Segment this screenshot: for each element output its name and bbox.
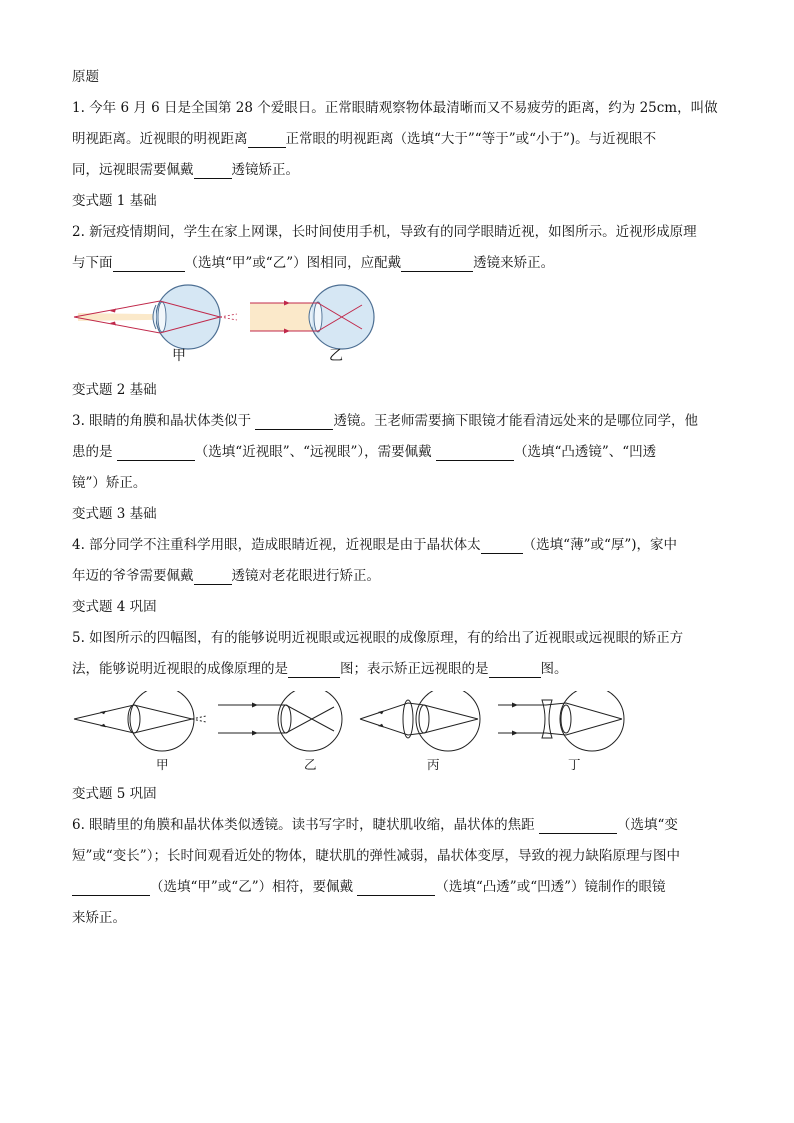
- answer-blank[interactable]: [288, 659, 340, 678]
- variant-title-5: 变式题 5 巩固: [72, 786, 157, 802]
- q5-line-2: [72, 654, 722, 685]
- question-3: [72, 406, 722, 499]
- q5-text: 法，能够说明近视眼的成像原理的是: [72, 661, 288, 677]
- document-page: [72, 62, 722, 934]
- q5-text: 图；表示矫正远视眼的是: [340, 661, 489, 677]
- q1-line-2: [72, 124, 722, 155]
- q5-line-1: 5. 如图所示的四幅图，有的能够说明近视眼或远视眼的成像原理，有的给出了近视眼或远视眼的矫正方: [72, 630, 684, 646]
- question-1: [72, 93, 722, 186]
- answer-blank[interactable]: [481, 535, 523, 554]
- section-header: 原题: [72, 69, 99, 85]
- variant-title-2: 变式题 2 基础: [72, 382, 157, 398]
- q6-text: （选填“凸透”或“凹透”）镜制作的眼镜: [435, 879, 666, 895]
- figure-label-bing: 丙: [427, 757, 440, 772]
- question-2: [72, 217, 722, 375]
- q2-line-1: 2. 新冠疫情期间，学生在家上网课，长时间使用手机，导致有的同学眼睛近视，如图所示。近视形成原理: [72, 224, 697, 240]
- q3-text: 3. 眼睛的角膜和晶状体类似于: [72, 413, 256, 429]
- answer-blank[interactable]: [248, 129, 286, 148]
- q2-text: 与下面: [72, 255, 113, 271]
- q6-text: （选填“甲”或“乙”）相符，要佩戴: [150, 879, 358, 895]
- q1-text: 正常眼的明视距离（选填“大于”“等于”或“小于”)。与近视眼不: [285, 131, 657, 147]
- q3-line-1: [72, 406, 722, 437]
- q1-line-3: [72, 155, 722, 186]
- q3-text: 患的是: [72, 444, 117, 460]
- answer-blank[interactable]: [117, 442, 195, 461]
- figure-label-yi: 乙: [304, 757, 317, 772]
- q4-text: 4. 部分同学不注重科学用眼，造成眼睛近视，近视眼是由于晶状体太: [72, 537, 481, 553]
- answer-blank[interactable]: [72, 877, 150, 896]
- eye-diagram: [72, 281, 392, 375]
- q6-line-4: 来矫正。: [72, 910, 126, 926]
- q1-line-1: 1. 今年 6 月 6 日是全国第 28 个爱眼日。正常眼睛观察物体最清晰而又不易疲劳的距离，约为 25cm，叫做: [72, 100, 718, 116]
- q6-line-3: [72, 872, 722, 903]
- eye-figure-q5: [72, 691, 722, 779]
- q4-line-1: [72, 530, 722, 561]
- answer-blank[interactable]: [255, 411, 333, 430]
- answer-blank[interactable]: [401, 253, 473, 272]
- question-6: [72, 810, 722, 934]
- variant-title-1: 变式题 1 基础: [72, 193, 157, 209]
- answer-blank[interactable]: [357, 877, 435, 896]
- q3-text: 透镜。王老师需要摘下眼镜才能看清远处来的是哪位同学，他: [333, 413, 698, 429]
- q3-line-2: [72, 437, 722, 468]
- diagram-ding: [498, 691, 624, 751]
- q2-line-2: [72, 248, 722, 279]
- answer-blank[interactable]: [194, 160, 232, 179]
- question-5: [72, 623, 722, 779]
- variant-title-3: 变式题 3 基础: [72, 506, 157, 522]
- diagram-bing: [360, 691, 480, 751]
- q3-text: （选填“凸透镜”、“凹透: [513, 444, 657, 460]
- q1-text: 透镜矫正。: [231, 162, 299, 178]
- q1-text: 明视距离。近视眼的明视距离: [72, 131, 248, 147]
- q4-line-2: [72, 561, 722, 592]
- question-4: [72, 530, 722, 592]
- answer-blank[interactable]: [194, 566, 232, 585]
- answer-blank[interactable]: [436, 442, 514, 461]
- variant-title-4: 变式题 4 巩固: [72, 599, 157, 615]
- q5-text: 图。: [540, 661, 568, 677]
- eye-diagram-yi: [250, 285, 374, 349]
- q4-text: （选填“薄”或“厚”)，家中: [522, 537, 678, 553]
- eye-figure-q2: [72, 281, 722, 375]
- q1-text: 同，远视眼需要佩戴: [72, 162, 194, 178]
- answer-blank[interactable]: [539, 815, 617, 834]
- figure-label-jia: 甲: [172, 348, 186, 364]
- diagram-jia: [74, 691, 206, 751]
- answer-blank[interactable]: [489, 659, 541, 678]
- q3-text: （选填“近视眼”、“远视眼”），需要佩戴: [194, 444, 436, 460]
- q2-text: 透镜来矫正。: [473, 255, 555, 271]
- figure-label-jia: 甲: [156, 757, 169, 772]
- figure-label-ding: 丁: [568, 757, 581, 772]
- answer-blank[interactable]: [113, 253, 185, 272]
- figure-label-yi: 乙: [329, 348, 343, 364]
- q4-text: 透镜对老花眼进行矫正。: [231, 568, 380, 584]
- q4-text: 年迈的爷爷需要佩戴: [72, 568, 194, 584]
- q6-line-1: [72, 810, 722, 841]
- q6-text: （选填“变: [616, 817, 678, 833]
- diagram-yi: [218, 691, 342, 751]
- q2-text: （选填“甲”或“乙”）图相同，应配戴: [184, 255, 402, 271]
- eye-diagram-jia: [74, 285, 237, 349]
- q6-text: 6. 眼睛里的角膜和晶状体类似透镜。读书写字时，睫状肌收缩，晶状体的焦距: [72, 817, 539, 833]
- q3-line-3: 镜”）矫正。: [72, 475, 147, 491]
- q6-line-2: 短”或“变长”）；长时间观看近处的物体，睫状肌的弹性减弱，晶状体变厚，导致的视力缺陷原理与图中: [72, 848, 680, 864]
